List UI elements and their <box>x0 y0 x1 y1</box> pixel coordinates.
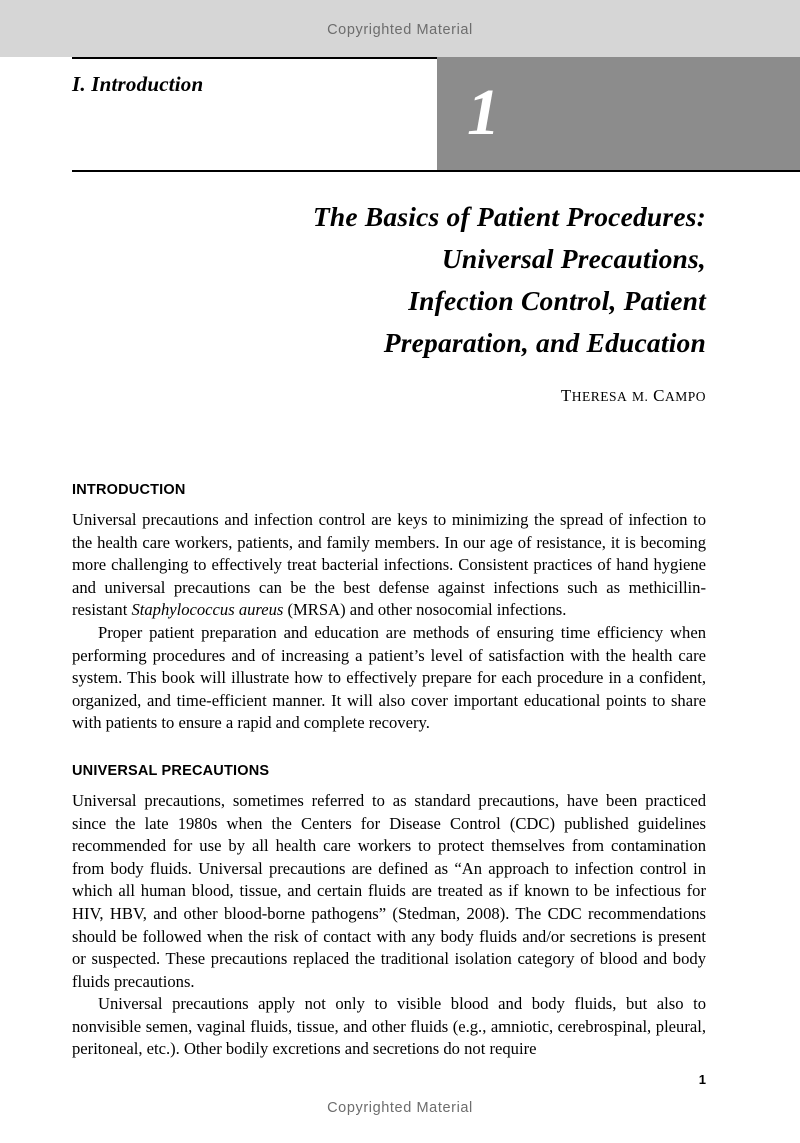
title-line-3: Infection Control, Patient <box>408 285 706 316</box>
author-initial-first: T <box>560 386 572 405</box>
page-number: 1 <box>698 1072 706 1087</box>
author-middle-initial: M. <box>632 389 649 404</box>
text-run: Proper patient preparation and education are methods of ensuring time efficiency when performing procedures and of increasing a patient’s level of satisfaction with the health care system. This book will illustrate how to effectively prepare for each procedure in a confident, organized, and time-efficient manner. It will also cover important educational points to share with patients to ensure a rapid and complete recovery. <box>72 622 706 733</box>
body-content <box>72 482 706 1061</box>
title-line-2: Universal Precautions, <box>441 243 706 274</box>
chapter-number: 1 <box>467 76 500 149</box>
title-line-1: The Basics of Patient Procedures: <box>312 201 706 232</box>
part-label: I. Introduction <box>72 72 204 96</box>
paragraph <box>72 622 706 735</box>
section-heading-introduction: INTRODUCTION <box>72 482 186 498</box>
watermark-bottom: Copyrighted Material <box>327 1100 473 1116</box>
text-run: (MRSA) and other nosocomial infections. <box>283 600 567 620</box>
author-first-name: HERESA <box>571 389 628 404</box>
paragraph <box>72 993 706 1061</box>
text-run: Universal precautions, sometimes referred to as standard precautions, have been practiced since the late 1980s when the Centers for Disease Control (CDC) published guidelines recommended for use by all health care workers to protect themselves from contamination from body fluids. Universal precautions are defined as “An approach to infection control in which all human blood, tissue, and certain fluids are treated as if known to be infectious for HIV, HBV, and other blood-borne pathogens” (Stedman, 2008). The CDC recommendations should be followed when the risk of contact with any body fluids and/or secretions is present or suspected. These precautions replaced the traditional isolation category of blood and body fluids precautions. <box>72 790 706 991</box>
author-last-name: AMPO <box>664 389 706 404</box>
text-run: Universal precautions and infection control are keys to minimizing the spread of infection to the health care workers, patients, and family members. In our age of resistance, it is becoming more challenging to effectively treat bacterial infections. Consistent practices of hand hygiene and universal precautions can be the best defense against infections such as methicillin-resistant <box>72 510 706 620</box>
title-line-4: Preparation, and Education <box>383 327 706 358</box>
chapter-header <box>72 57 800 172</box>
text-run: Universal precautions apply not only to visible blood and body fluids, but also to nonvisible semen, vaginal fluids, tissue, and other fluids (e.g., amniotic, cerebrospinal, pleural, peritoneal, etc.). Other bodily excretions and secretions do not require <box>72 994 706 1059</box>
section-heading-universal-precautions: UNIVERSAL PRECAUTIONS <box>72 762 270 779</box>
author-byline <box>72 386 706 406</box>
title-block <box>72 196 706 406</box>
chapter-number-box <box>437 57 800 170</box>
author-initial-last: C <box>653 386 665 405</box>
paragraph <box>72 509 706 622</box>
page-title <box>72 196 706 364</box>
header-rule-bottom <box>72 170 800 172</box>
paragraph <box>72 790 706 993</box>
watermark-top: Copyrighted Material <box>327 22 473 38</box>
italic-term: Staphylococcus aureus <box>131 600 284 620</box>
